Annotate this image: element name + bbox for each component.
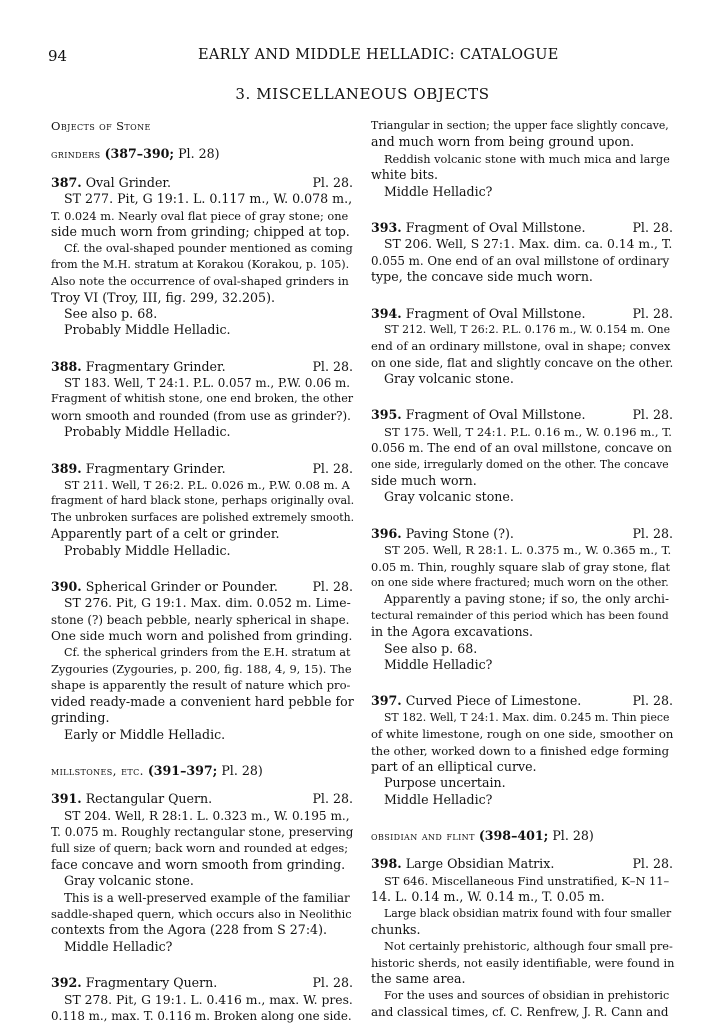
entry-title: Paving Stone (?). (405, 525, 514, 541)
plate-ref: Pl. 28. (312, 975, 353, 991)
plate-ref: Pl. 28. (312, 460, 353, 476)
entry-line: See also p. 68. (384, 640, 478, 656)
entry-title: Fragment of Oval Millstone. (405, 407, 586, 423)
entry-line: full size of quern; back worn and rounded at edges; (51, 841, 349, 856)
entry-396 (371, 526, 673, 674)
entry-line: 0.055 m. One end of an oval millstone of ordinary (371, 253, 670, 268)
entry-title: Oval Grinder. (85, 174, 172, 190)
entry-line: For the uses and sources of obsidian in prehistoric (384, 988, 670, 1002)
entry-line: Middle Helladic? (384, 791, 493, 807)
entry-title: Fragmentary Quern. (85, 975, 218, 991)
entry-line: grinding. (51, 710, 110, 726)
entry-line: ST 204. Well, R 28:1. L. 0.323 m., W. 0.195 m., (64, 808, 350, 823)
entry-line: Middle Helladic? (384, 656, 493, 672)
group-range: (391–397; (147, 762, 218, 778)
group-heading-obsidian (371, 828, 673, 844)
entry-395 (371, 407, 673, 505)
entry-line: Cf. the spherical grinders from the E.H. stratum at (64, 645, 351, 659)
entry-line: Probably Middle Helladic. (64, 542, 231, 558)
plate-ref: Pl. 28. (632, 407, 673, 423)
entry-line: on one side where fractured; much worn on the other. (371, 575, 669, 589)
entry-397 (371, 693, 673, 808)
entry-number: 396. (371, 525, 402, 541)
entry-line: historic sherds, not easily identifiable, were found in (371, 955, 675, 970)
section-title: 3. MISCELLANEOUS OBJECTS (235, 85, 490, 103)
right-column (371, 118, 673, 1020)
entry-heading (51, 359, 353, 375)
entry-line: on one side, flat and slightly concave on the other. (371, 355, 674, 370)
entry-title: Spherical Grinder or Pounder. (85, 578, 278, 594)
entry-line: white bits. (371, 167, 439, 183)
entry-line: Purpose uncertain. (384, 775, 506, 791)
entry-heading (51, 175, 353, 191)
entry-title: Fragment of Oval Millstone. (405, 305, 586, 321)
entry-line: 14. L. 0.14 m., W. 0.14 m., T. 0.05 m. (371, 889, 605, 905)
entry-heading (371, 856, 673, 872)
entry-line: T. 0.024 m. Nearly oval flat piece of gray stone; one (51, 208, 349, 223)
entry-heading (51, 975, 353, 991)
entry-line: and much worn from being ground upon. (371, 134, 635, 150)
group-heading-millstones (51, 763, 353, 779)
entry-number: 395. (371, 407, 402, 423)
entry-line: stone (?) beach pebble, nearly spherical in shape. (51, 612, 350, 627)
entry-line: from the M.H. stratum at Korakou (Korakou, p. 105). (51, 257, 350, 271)
entry-389 (51, 461, 353, 559)
entry-390 (51, 579, 353, 743)
entry-number: 391. (51, 791, 82, 807)
entry-line: Zygouries (Zygouries, p. 200, fig. 188, 4, 9, 15). The (51, 661, 352, 676)
entry-392 (51, 975, 353, 1024)
entry-number: 394. (371, 305, 402, 321)
entry-line: Gray volcanic stone. (384, 489, 514, 505)
entry-393 (371, 220, 673, 286)
entry-line: shape is apparently the result of nature which pro- (51, 678, 351, 693)
entry-line: This is a well-preserved example of the familiar (64, 890, 350, 905)
entry-heading (371, 407, 673, 423)
entry-line: tectural remainder of this period which has been found (371, 609, 669, 622)
entry-title: Fragmentary Grinder. (85, 460, 226, 476)
entry-line: part of an elliptical curve. (371, 758, 537, 774)
entry-394 (371, 306, 673, 388)
entry-heading (371, 220, 673, 236)
group-heading-grinders (51, 146, 353, 162)
entry-line: vided ready-made a convenient hard pebble for (51, 693, 354, 709)
entry-line: One side much worn and polished from grinding. (51, 629, 353, 644)
plate-ref: Pl. 28. (632, 856, 673, 872)
entry-heading (51, 461, 353, 477)
entry-line: ST 182. Well, T 24:1. Max. dim. 0.245 m. Thin piece (384, 710, 670, 724)
entry-number: 398. (371, 856, 402, 872)
entry-line: ST 175. Well, T 24:1. P.L. 0.16 m., W. 0.196 m., T. (384, 424, 672, 439)
entry-number: 389. (51, 460, 82, 476)
entry-line: See also p. 68. (64, 305, 158, 321)
entry-line: 0.056 m. The end of an oval millstone, concave on (371, 441, 672, 456)
plate-ref: Pl. 28. (632, 693, 673, 709)
entry-line: Cf. the oval-shaped pounder mentioned as coming (64, 241, 353, 256)
entry-line: Not certainly prehistoric, although four small pre- (384, 939, 673, 954)
entry-line: fragment of hard black stone, perhaps originally oval. (51, 494, 355, 508)
entry-heading (371, 526, 673, 542)
entry-line: Large black obsidian matrix found with four smaller (384, 906, 672, 920)
entry-line: worn smooth and rounded (from use as grinder?). (51, 408, 351, 423)
entry-line: T. 0.075 m. Roughly rectangular stone, preserving (51, 825, 354, 840)
entry-line: Middle Helladic? (384, 183, 493, 199)
entry-line: 0.118 m., max. T. 0.116 m. Broken along one side. (51, 1008, 352, 1023)
entry-line: ST 212. Well, T 26:2. P.L. 0.176 m., W. 0.154 m. One (384, 322, 670, 336)
group-label: millstones, etc. (51, 763, 144, 778)
entry-line: ST 183. Well, T 24:1. P.L. 0.057 m., P.W. 0.06 m. (64, 376, 351, 391)
entry-line: Gray volcanic stone. (384, 371, 514, 387)
entry-line: ST 206. Well, S 27:1. Max. dim. ca. 0.14 m., T. (384, 237, 673, 252)
entry-line: Probably Middle Helladic. (64, 322, 231, 338)
entry-line: ST 205. Well, R 28:1. L. 0.375 m., W. 0.365 m., T. (384, 543, 672, 558)
entry-heading (371, 306, 673, 322)
entry-line: Early or Middle Helladic. (64, 726, 226, 742)
group-plate: Pl. 28) (221, 762, 263, 778)
entry-number: 387. (51, 174, 82, 190)
left-column (51, 118, 353, 1024)
group-range: (398–401; (478, 828, 549, 844)
entry-line: ST 211. Well, T 26:2. P.L. 0.026 m., P.W. 0.08 m. A (64, 478, 350, 493)
entry-line: type, the concave side much worn. (371, 269, 593, 285)
entry-number: 390. (51, 578, 82, 594)
entry-line: the same area. (371, 971, 466, 987)
entry-number: 388. (51, 358, 82, 374)
running-header (48, 47, 670, 69)
entry-line: face concave and worn smooth from grinding. (51, 856, 346, 872)
entry-heading (371, 693, 673, 709)
entry-392-continued (371, 118, 673, 200)
entry-line: one side, irregularly domed on the other. The concave (371, 457, 669, 471)
entry-line: Apparently part of a celt or grinder. (51, 526, 280, 542)
entry-line: Also note the occurrence of oval-shaped grinders in (51, 274, 349, 289)
entry-line: 0.05 m. Thin, roughly square slab of gray stone, flat (371, 559, 671, 574)
entry-line: Apparently a paving stone; if so, the only archi- (384, 592, 669, 607)
entry-heading (51, 579, 353, 595)
entry-line: the other, worked down to a finished edge forming (371, 743, 670, 758)
entry-title: Curved Piece of Limestone. (405, 693, 582, 709)
entry-number: 392. (51, 975, 82, 991)
entry-title: Fragment of Oval Millstone. (405, 219, 586, 235)
entry-line: of white limestone, rough on one side, smoother on (371, 727, 674, 742)
entry-line: The unbroken surfaces are polished extremely smooth. (51, 510, 355, 524)
entry-title: Rectangular Quern. (85, 791, 213, 807)
entry-heading (51, 791, 353, 807)
running-title: EARLY AND MIDDLE HELLADIC: CATALOGUE (198, 47, 559, 63)
plate-ref: Pl. 28. (312, 791, 353, 807)
group-plate: Pl. 28) (178, 146, 220, 162)
entry-line: Fragment of whitish stone, one end broken, the other (51, 392, 354, 406)
group-label: obsidian and flint (371, 829, 475, 844)
entry-line: end of an ordinary millstone, oval in shape; convex (371, 339, 671, 354)
entry-line: saddle-shaped quern, which occurs also in Neolithic (51, 907, 352, 922)
entry-387 (51, 175, 353, 339)
plate-ref: Pl. 28. (312, 174, 353, 190)
entry-line: ST 276. Pit, G 19:1. Max. dim. 0.052 m. Lime- (64, 596, 351, 611)
entry-line: Middle Helladic? (64, 938, 173, 954)
entry-line: contexts from the Agora (228 from S 27:4). (51, 922, 327, 938)
entry-398 (371, 856, 673, 1020)
page-number: 94 (48, 47, 68, 65)
entry-line: ST 278. Pit, G 19:1. L. 0.416 m., max. W. pres. (64, 992, 353, 1007)
entry-line: and classical times, cf. C. Renfrew, J. R. Cann and (371, 1004, 669, 1019)
entry-title: Large Obsidian Matrix. (405, 856, 555, 872)
subsection-heading-stone: Objects of Stone (51, 119, 151, 133)
entry-line: Triangular in section; the upper face slightly concave, (371, 119, 669, 132)
entry-line: Gray volcanic stone. (64, 873, 194, 889)
entry-line: in the Agora excavations. (371, 624, 534, 640)
entry-number: 393. (371, 219, 402, 235)
entry-line: Reddish volcanic stone with much mica and large (384, 151, 670, 166)
entry-line: Probably Middle Helladic. (64, 424, 231, 440)
entry-line: ST 646. Miscellaneous Find unstratified, K–N 11– (384, 873, 670, 888)
entry-391 (51, 791, 353, 955)
entry-line: Troy VI (Troy, III, fig. 299, 32.205). (51, 289, 275, 305)
entry-line: chunks. (371, 922, 421, 938)
plate-ref: Pl. 28. (632, 305, 673, 321)
group-plate: Pl. 28) (552, 828, 594, 844)
plate-ref: Pl. 28. (632, 219, 673, 235)
entry-line: side much worn from grinding; chipped at top. (51, 223, 350, 239)
plate-ref: Pl. 28. (312, 578, 353, 594)
group-label: grinders (51, 147, 101, 162)
entry-number: 397. (371, 693, 402, 709)
group-range: (387–390; (104, 146, 175, 162)
entry-line: ST 277. Pit, G 19:1. L. 0.117 m., W. 0.078 m., (64, 191, 353, 207)
entry-title: Fragmentary Grinder. (85, 358, 226, 374)
entry-line: side much worn. (371, 473, 477, 489)
plate-ref: Pl. 28. (312, 358, 353, 374)
entry-388 (51, 359, 353, 441)
plate-ref: Pl. 28. (632, 525, 673, 541)
